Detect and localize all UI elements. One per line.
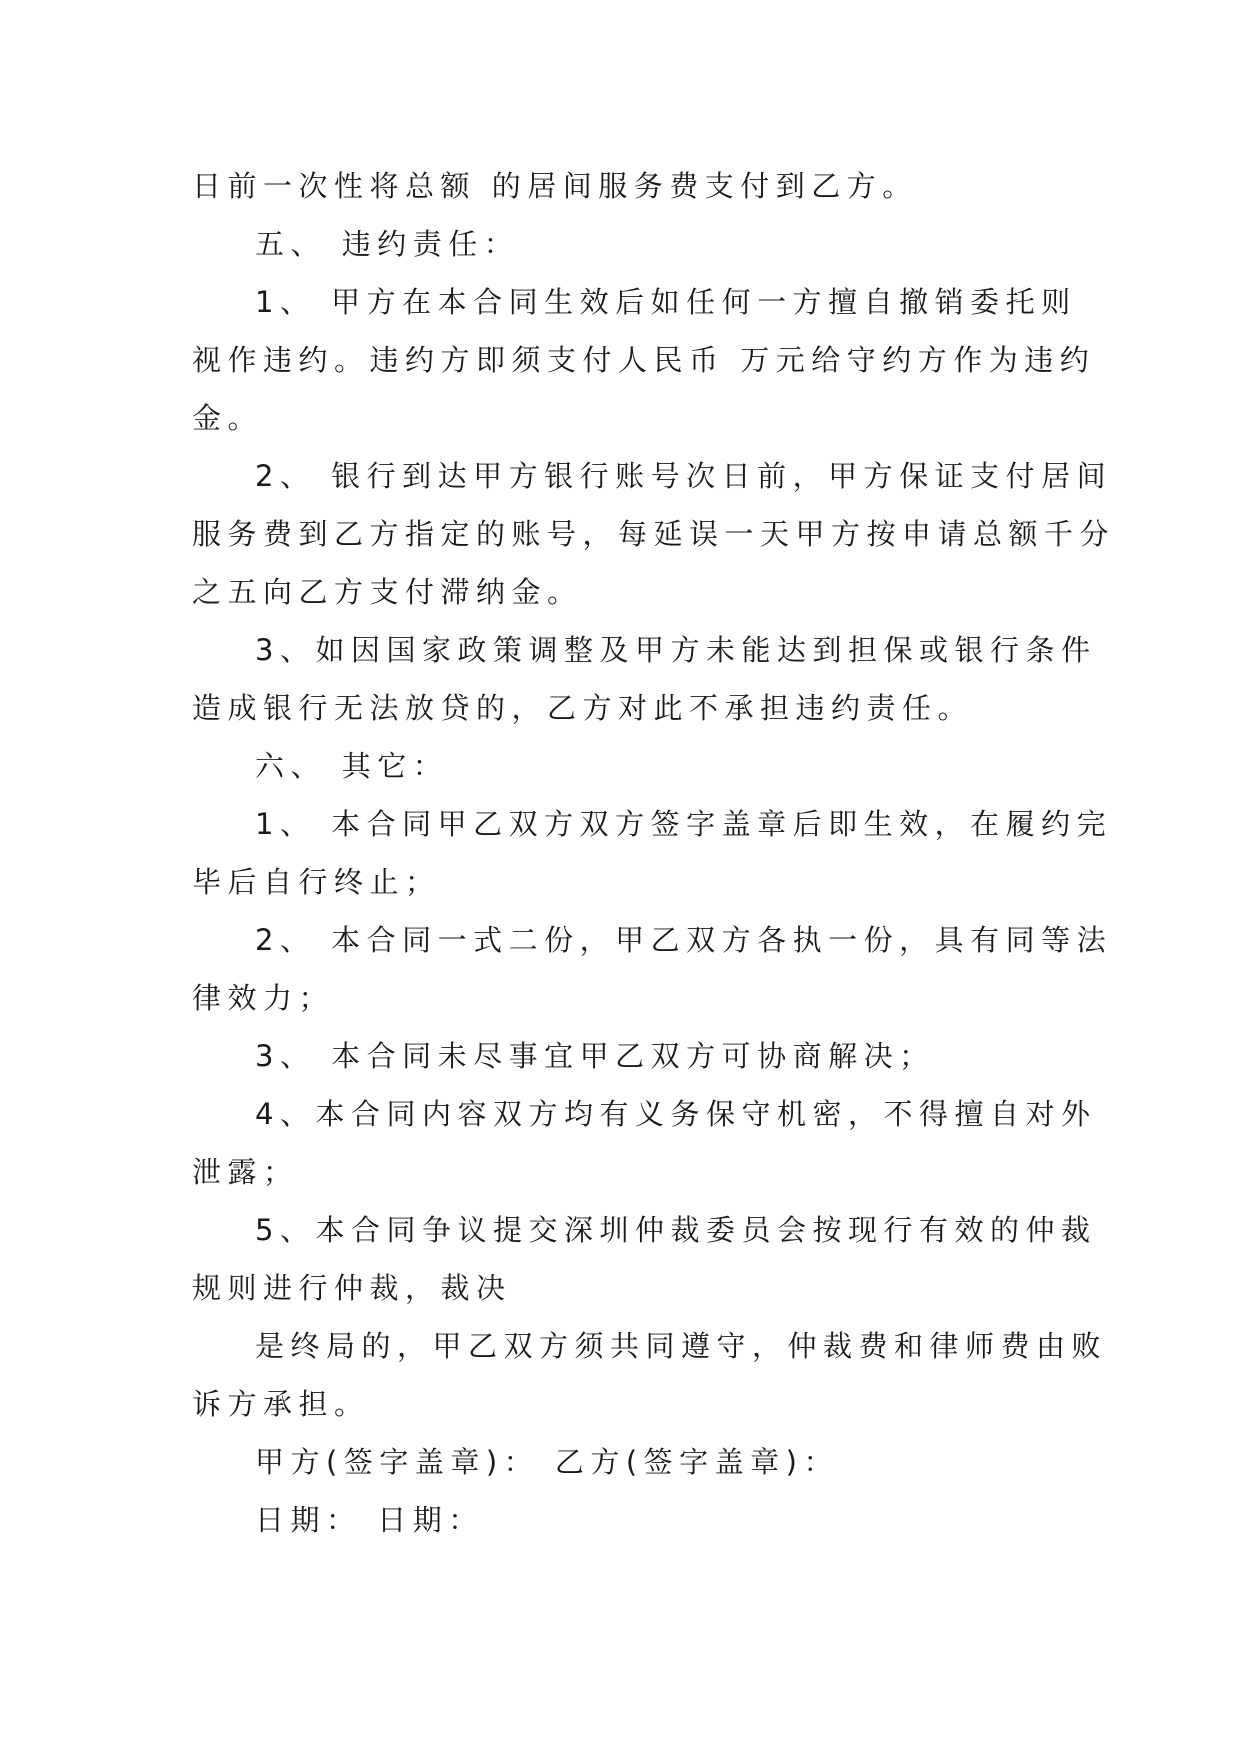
other-item-5-line-4: 诉方承担。 xyxy=(192,1387,370,1421)
other-item-3: 3、 本合同未尽事宜甲乙双方可协商解决； xyxy=(255,1039,935,1073)
other-item-4-line-2: 泄露； xyxy=(192,1155,299,1189)
breach-item-1-line-2: 视作违约。违约方即须支付人民币 万元给守约方作为违约 xyxy=(192,343,1096,377)
date-line: 日期： 日期： xyxy=(255,1503,484,1537)
other-item-5-line-3: 是终局的，甲乙双方须共同遵守，仲裁费和律师费由败 xyxy=(255,1329,1108,1363)
other-item-5-line-2: 规则进行仲裁，裁决 xyxy=(192,1271,512,1305)
breach-item-2-line-2: 服务费到乙方指定的账号，每延误一天甲方按申请总额千分 xyxy=(192,517,1116,551)
other-item-4-line-1: 4、本合同内容双方均有义务保守机密，不得擅自对外 xyxy=(255,1097,1097,1131)
breach-item-2-line-1: 2、 银行到达甲方银行账号次日前，甲方保证支付居间 xyxy=(255,459,1113,493)
signature-line: 甲方(签字盖章)： 乙方(签字盖章)： xyxy=(255,1445,839,1479)
other-item-5-line-1: 5、本合同争议提交深圳仲裁委员会按现行有效的仲裁 xyxy=(255,1213,1097,1247)
other-item-1-line-2: 毕后自行终止； xyxy=(192,865,441,899)
breach-item-3-line-1: 3、如因国家政策调整及甲方未能达到担保或银行条件 xyxy=(255,633,1097,667)
other-item-2-line-1: 2、 本合同一式二份，甲乙双方各执一份，具有同等法 xyxy=(255,923,1113,957)
section-heading-other: 六、 其它： xyxy=(255,749,449,783)
breach-item-2-line-3: 之五向乙方支付滞纳金。 xyxy=(192,575,583,609)
breach-item-3-line-2: 造成银行无法放贷的，乙方对此不承担违约责任。 xyxy=(192,691,974,725)
breach-item-1-line-1: 1、 甲方在本合同生效后如任何一方擅自撤销委托则 xyxy=(255,285,1077,319)
breach-item-1-line-3: 金。 xyxy=(192,401,264,435)
section-heading-breach: 五、 违约责任： xyxy=(255,227,520,261)
other-item-2-line-2: 律效力； xyxy=(192,981,335,1015)
other-item-1-line-1: 1、 本合同甲乙双方双方签字盖章后即生效，在履约完 xyxy=(255,807,1113,841)
text-line-payment-clause: 日前一次性将总额 的居间服务费支付到乙方。 xyxy=(192,169,918,203)
